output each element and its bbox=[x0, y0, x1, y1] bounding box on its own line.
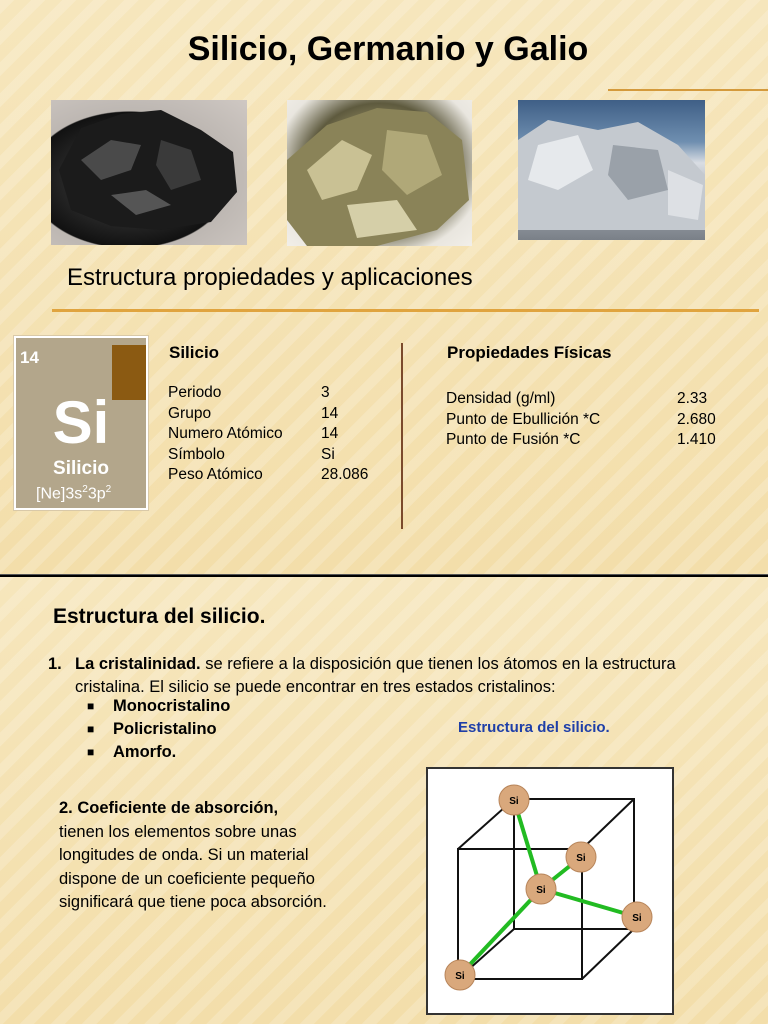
crystallinity-paragraph bbox=[48, 653, 748, 699]
chemical-heading: Silicio bbox=[169, 343, 220, 362]
table-row bbox=[446, 389, 716, 410]
list-item-label: Policristalino bbox=[113, 720, 217, 738]
config-sup-2: 2 bbox=[105, 484, 112, 495]
item-number: 1. bbox=[48, 655, 62, 673]
property-label: Punto de Ebullición *C bbox=[446, 410, 601, 428]
column-divider bbox=[401, 343, 403, 529]
config-sup-1: 2 bbox=[82, 484, 88, 495]
physical-properties-table bbox=[446, 389, 716, 451]
silicon-atom bbox=[566, 842, 596, 872]
property-value: 2.680 bbox=[677, 410, 716, 428]
table-row bbox=[168, 465, 368, 486]
element-tile-silicon bbox=[14, 336, 148, 510]
atom-label: Si bbox=[455, 971, 465, 982]
slide-2-title: Estructura del silicio. bbox=[53, 605, 266, 628]
atom-label: Si bbox=[632, 913, 642, 924]
atom-label: Si bbox=[536, 885, 546, 896]
list-item bbox=[87, 695, 231, 718]
slide-2 bbox=[0, 577, 768, 1024]
absorption-text: tienen los elementos sobre unas longitudes de onda. Si un material dispone de un coeficiente pequeño significará que tiene poca absorción. bbox=[59, 822, 327, 911]
property-label: Símbolo bbox=[168, 445, 225, 463]
property-label: Peso Atómico bbox=[168, 466, 263, 483]
property-value: 2.33 bbox=[677, 390, 708, 407]
property-value: 28.086 bbox=[321, 466, 369, 483]
silicon-atom bbox=[499, 785, 529, 815]
absorption-lead: 2. Coeficiente de absorción, bbox=[59, 799, 279, 817]
config-base: [Ne]3s bbox=[36, 485, 83, 503]
property-label: Grupo bbox=[168, 404, 212, 422]
element-symbol: Si bbox=[52, 389, 110, 456]
list-item bbox=[87, 741, 230, 764]
crystallinity-text: se refiere a la disposición que tienen los átomos en la estructura cristalina. El silicio se puede encontrar en tres estados cristalinos: bbox=[75, 655, 676, 696]
chemical-properties-table bbox=[168, 383, 368, 486]
slide-1-subtitle: Estructura propiedades y aplicaciones bbox=[67, 264, 473, 291]
silicon-photo bbox=[51, 100, 247, 245]
bullet-icon: ■ bbox=[87, 722, 95, 736]
germanium-photo bbox=[287, 100, 472, 246]
property-value: Si bbox=[321, 445, 335, 463]
silicon-atom bbox=[622, 902, 652, 932]
element-number: 14 bbox=[20, 348, 39, 367]
figure-caption: Estructura del silicio. bbox=[458, 719, 610, 736]
element-name: Silicio bbox=[53, 458, 109, 479]
silicon-structure-diagram bbox=[426, 767, 674, 1015]
slide-1-title: Silicio, Germanio y Galio bbox=[187, 30, 589, 68]
config-mid: 3p bbox=[87, 485, 106, 503]
subtitle-divider bbox=[52, 309, 759, 312]
table-row bbox=[168, 445, 368, 466]
atom-label: Si bbox=[509, 796, 519, 807]
electron-configuration bbox=[36, 484, 111, 503]
property-label: Punto de Fusión *C bbox=[446, 431, 581, 448]
bullet-icon: ■ bbox=[87, 745, 95, 759]
table-row bbox=[168, 404, 368, 425]
property-label: Periodo bbox=[168, 384, 222, 401]
absorption-paragraph bbox=[59, 797, 349, 915]
property-label: Densidad (g/ml) bbox=[446, 390, 556, 407]
table-row bbox=[168, 383, 368, 404]
table-row bbox=[446, 410, 716, 431]
list-item bbox=[87, 718, 230, 741]
table-row bbox=[168, 424, 368, 445]
bullet-icon: ■ bbox=[87, 699, 95, 713]
bond-line bbox=[460, 889, 541, 975]
silicon-atom bbox=[526, 874, 556, 904]
list-item-label: Amorfo. bbox=[113, 743, 177, 761]
crystal-states-list bbox=[87, 695, 231, 764]
crystal-cube-svg bbox=[428, 769, 672, 1013]
list-item-label: Monocristalino bbox=[113, 697, 231, 715]
property-value: 14 bbox=[321, 425, 339, 442]
silicon-atom bbox=[445, 960, 475, 990]
title-divider bbox=[608, 89, 768, 91]
atom-label: Si bbox=[576, 853, 586, 864]
table-row bbox=[446, 430, 716, 451]
property-label: Numero Atómico bbox=[168, 425, 283, 442]
property-value: 14 bbox=[321, 404, 339, 422]
crystallinity-lead: La cristalinidad. bbox=[75, 655, 201, 673]
property-value: 3 bbox=[321, 384, 330, 401]
gallium-photo bbox=[518, 100, 705, 240]
property-value: 1.410 bbox=[677, 431, 716, 448]
physical-heading: Propiedades Físicas bbox=[447, 343, 612, 362]
